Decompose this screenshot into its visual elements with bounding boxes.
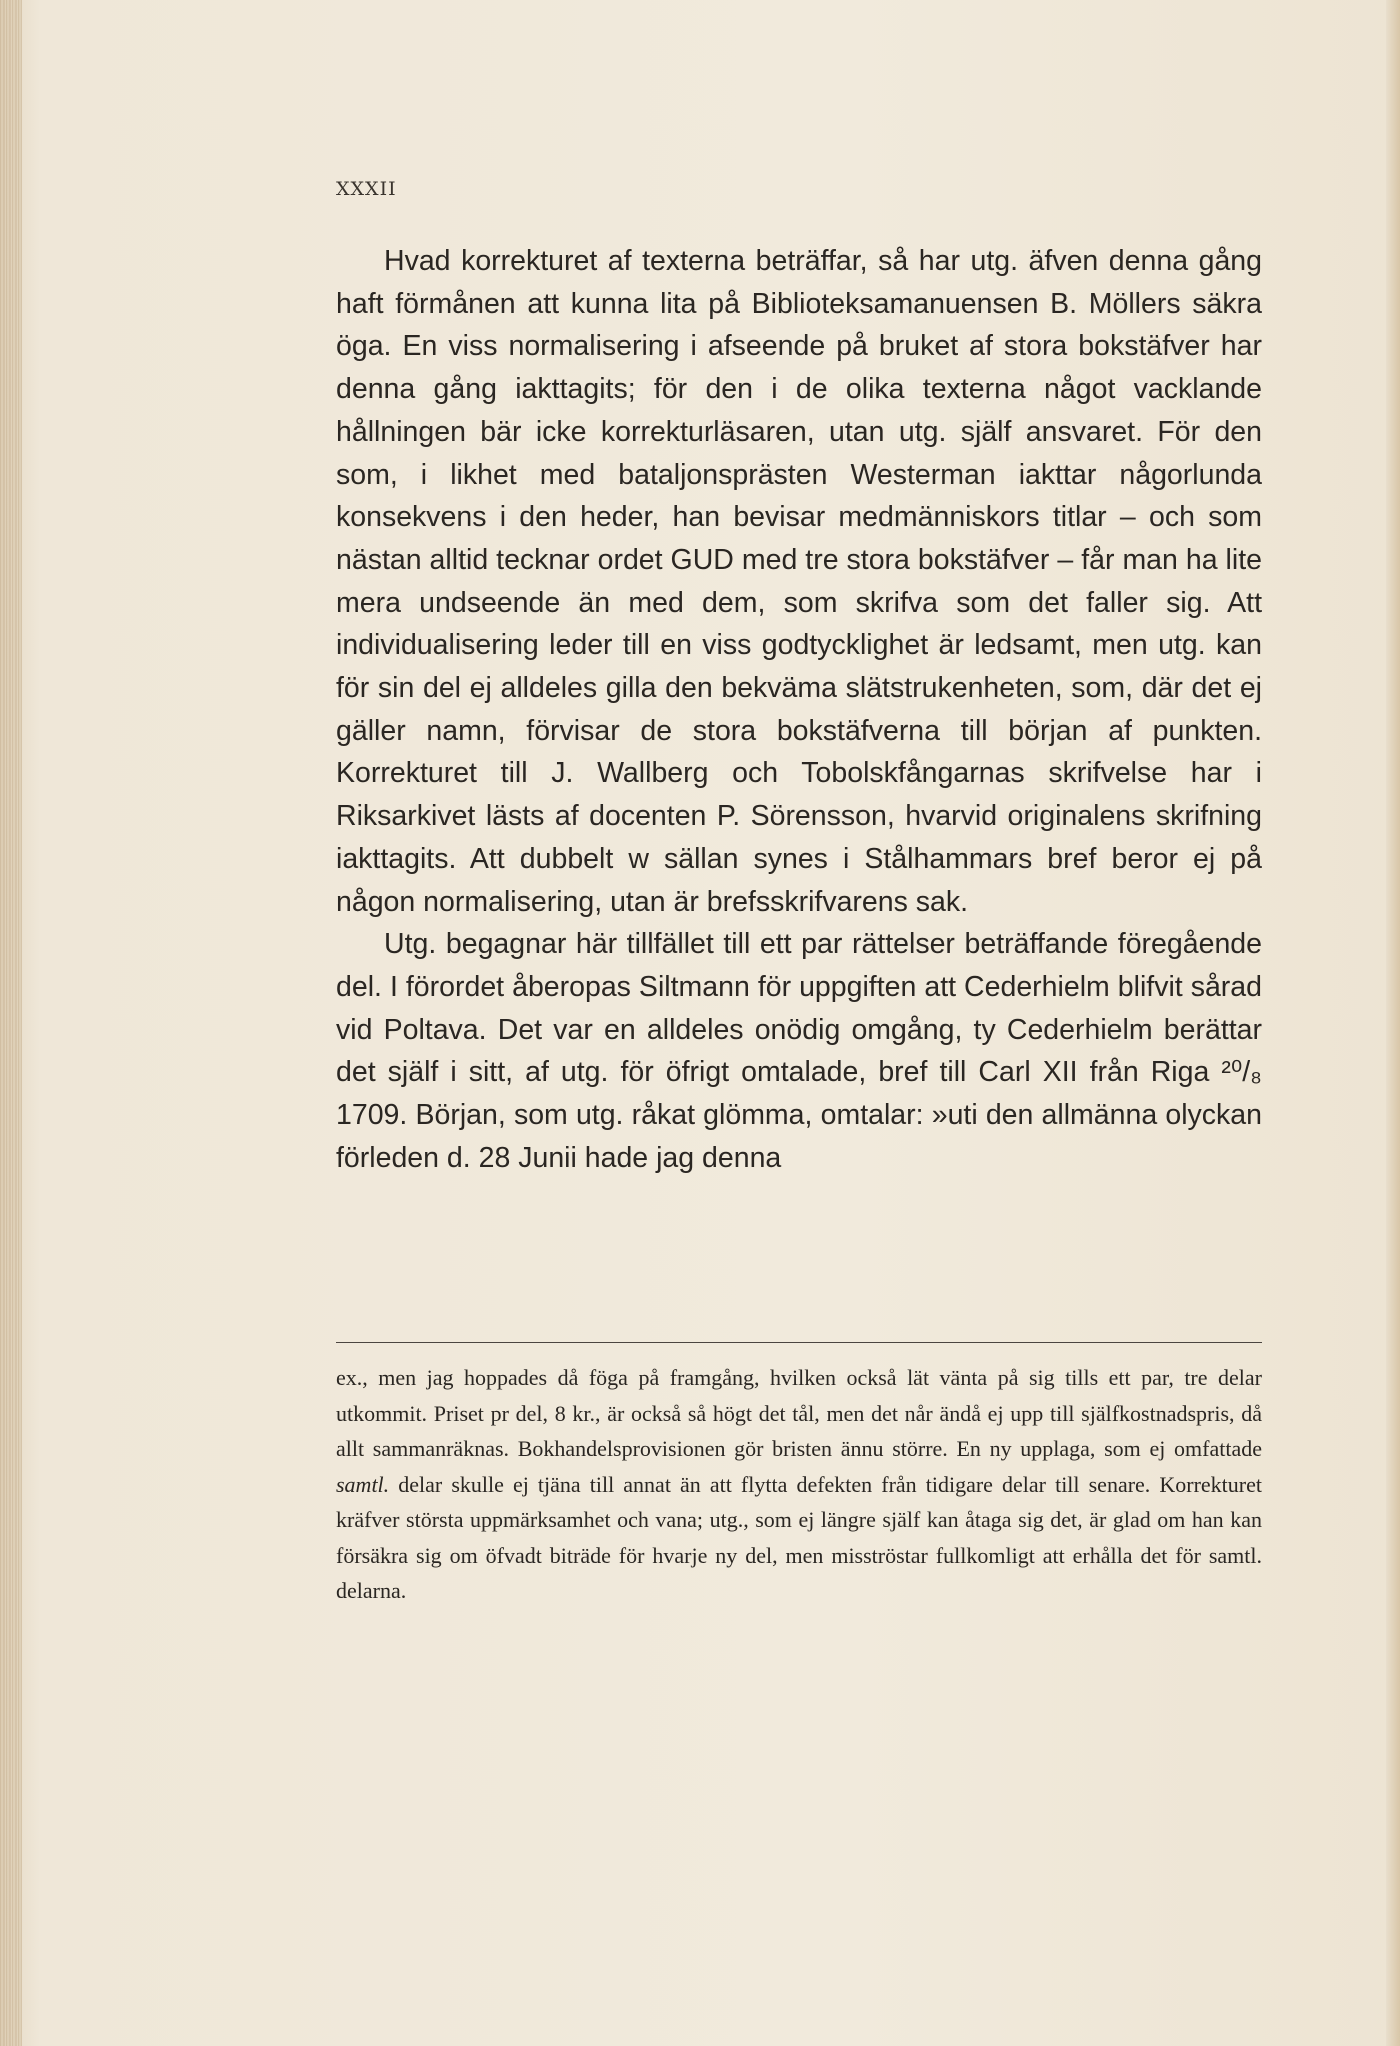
paragraph-1: Hvad korrekturet af texterna beträffar, så har utg. äfven denna gång haft förmånen att kunna lita på Biblioteksamanuensen B. Möllers säkra öga. En viss normalisering i afseende på bruket af stora bokstäfver har denna gång iakttagits; för den i de olika texterna något vacklande hållningen bär icke korrekturläsaren, utan utg. själf ansvaret. För den som, i likhet med bataljonsprästen Westerman iakttar någorlunda konsekvens i den heder, han bevisar medmänniskors titlar – och som nästan alltid tecknar ordet GUD med tre stora bokstäfver – får man ha lite mera undseende än med dem, som skrifva som det faller sig. Att individualisering leder till en viss godtycklighet är ledsamt, men utg. kan för sin del ej alldeles gilla den bekväma slätstrukenheten, som, där det ej gäller namn, förvisar de stora bokstäfverna till början af punkten. Korrekturet till J. Wallberg och Tobolskfångarnas skrifvelse har i Riksarkivet lästs af docenten P. Sörensson, hvarvid originalens skrifning iakttagits. Att dubbelt w sällan synes i Stålhammars bref beror ej på någon normalisering, utan är brefsskrifvarens sak. [336,245,1262,918]
footnote-paragraph [336,1360,1262,1609]
footnote-text-1: ex., men jag hoppades då föga på framgång, hvilken också lät vänta på sig tills ett par, tre delar utkommit. Priset pr del, 8 kr., är också så högt det tål, men det når ändå ej upp till själfkostnadspris, då allt sammanräknas. Bokhandelsprovisionen gör bristen ännu större. En ny upplaga, som ej omfattade [336,1365,1262,1461]
page-edge-right [1386,0,1400,2046]
footnote [336,1360,1262,1609]
footnote-text-2: delar skulle ej tjäna till annat än att flytta defekten från tidigare delar till senare. Korrekturet kräfver största uppmärksamhet och vana; utg., som ej längre själf kan åtaga sig det, är glad om han kan försäkra sig om öfvadt biträde för hvarje ny del, men misströstar fullkomligt att erhålla det för samtl. delarna. [336,1471,1262,1603]
footnote-divider [336,1342,1262,1343]
main-text [336,240,1262,1179]
paragraph-2: Utg. begagnar här tillfället till ett par rättelser beträffande föregående del. I förordet åberopas Siltmann för uppgiften att Cederhielm blifvit sårad vid Poltava. Det var en alldeles onödig omgång, ty Cederhielm berättar det själf i sitt, af utg. för öfrigt omtalade, bref till Carl XII från Riga ²⁰/₈ 1709. Början, som utg. råkat glömma, omtalar: »uti den allmänna olyckan förleden d. 28 Junii hade jag denna [336,928,1262,1174]
footnote-italic: samtl. [336,1471,390,1497]
page-edge-left [0,0,22,2046]
page-number: XXXII [336,178,397,200]
